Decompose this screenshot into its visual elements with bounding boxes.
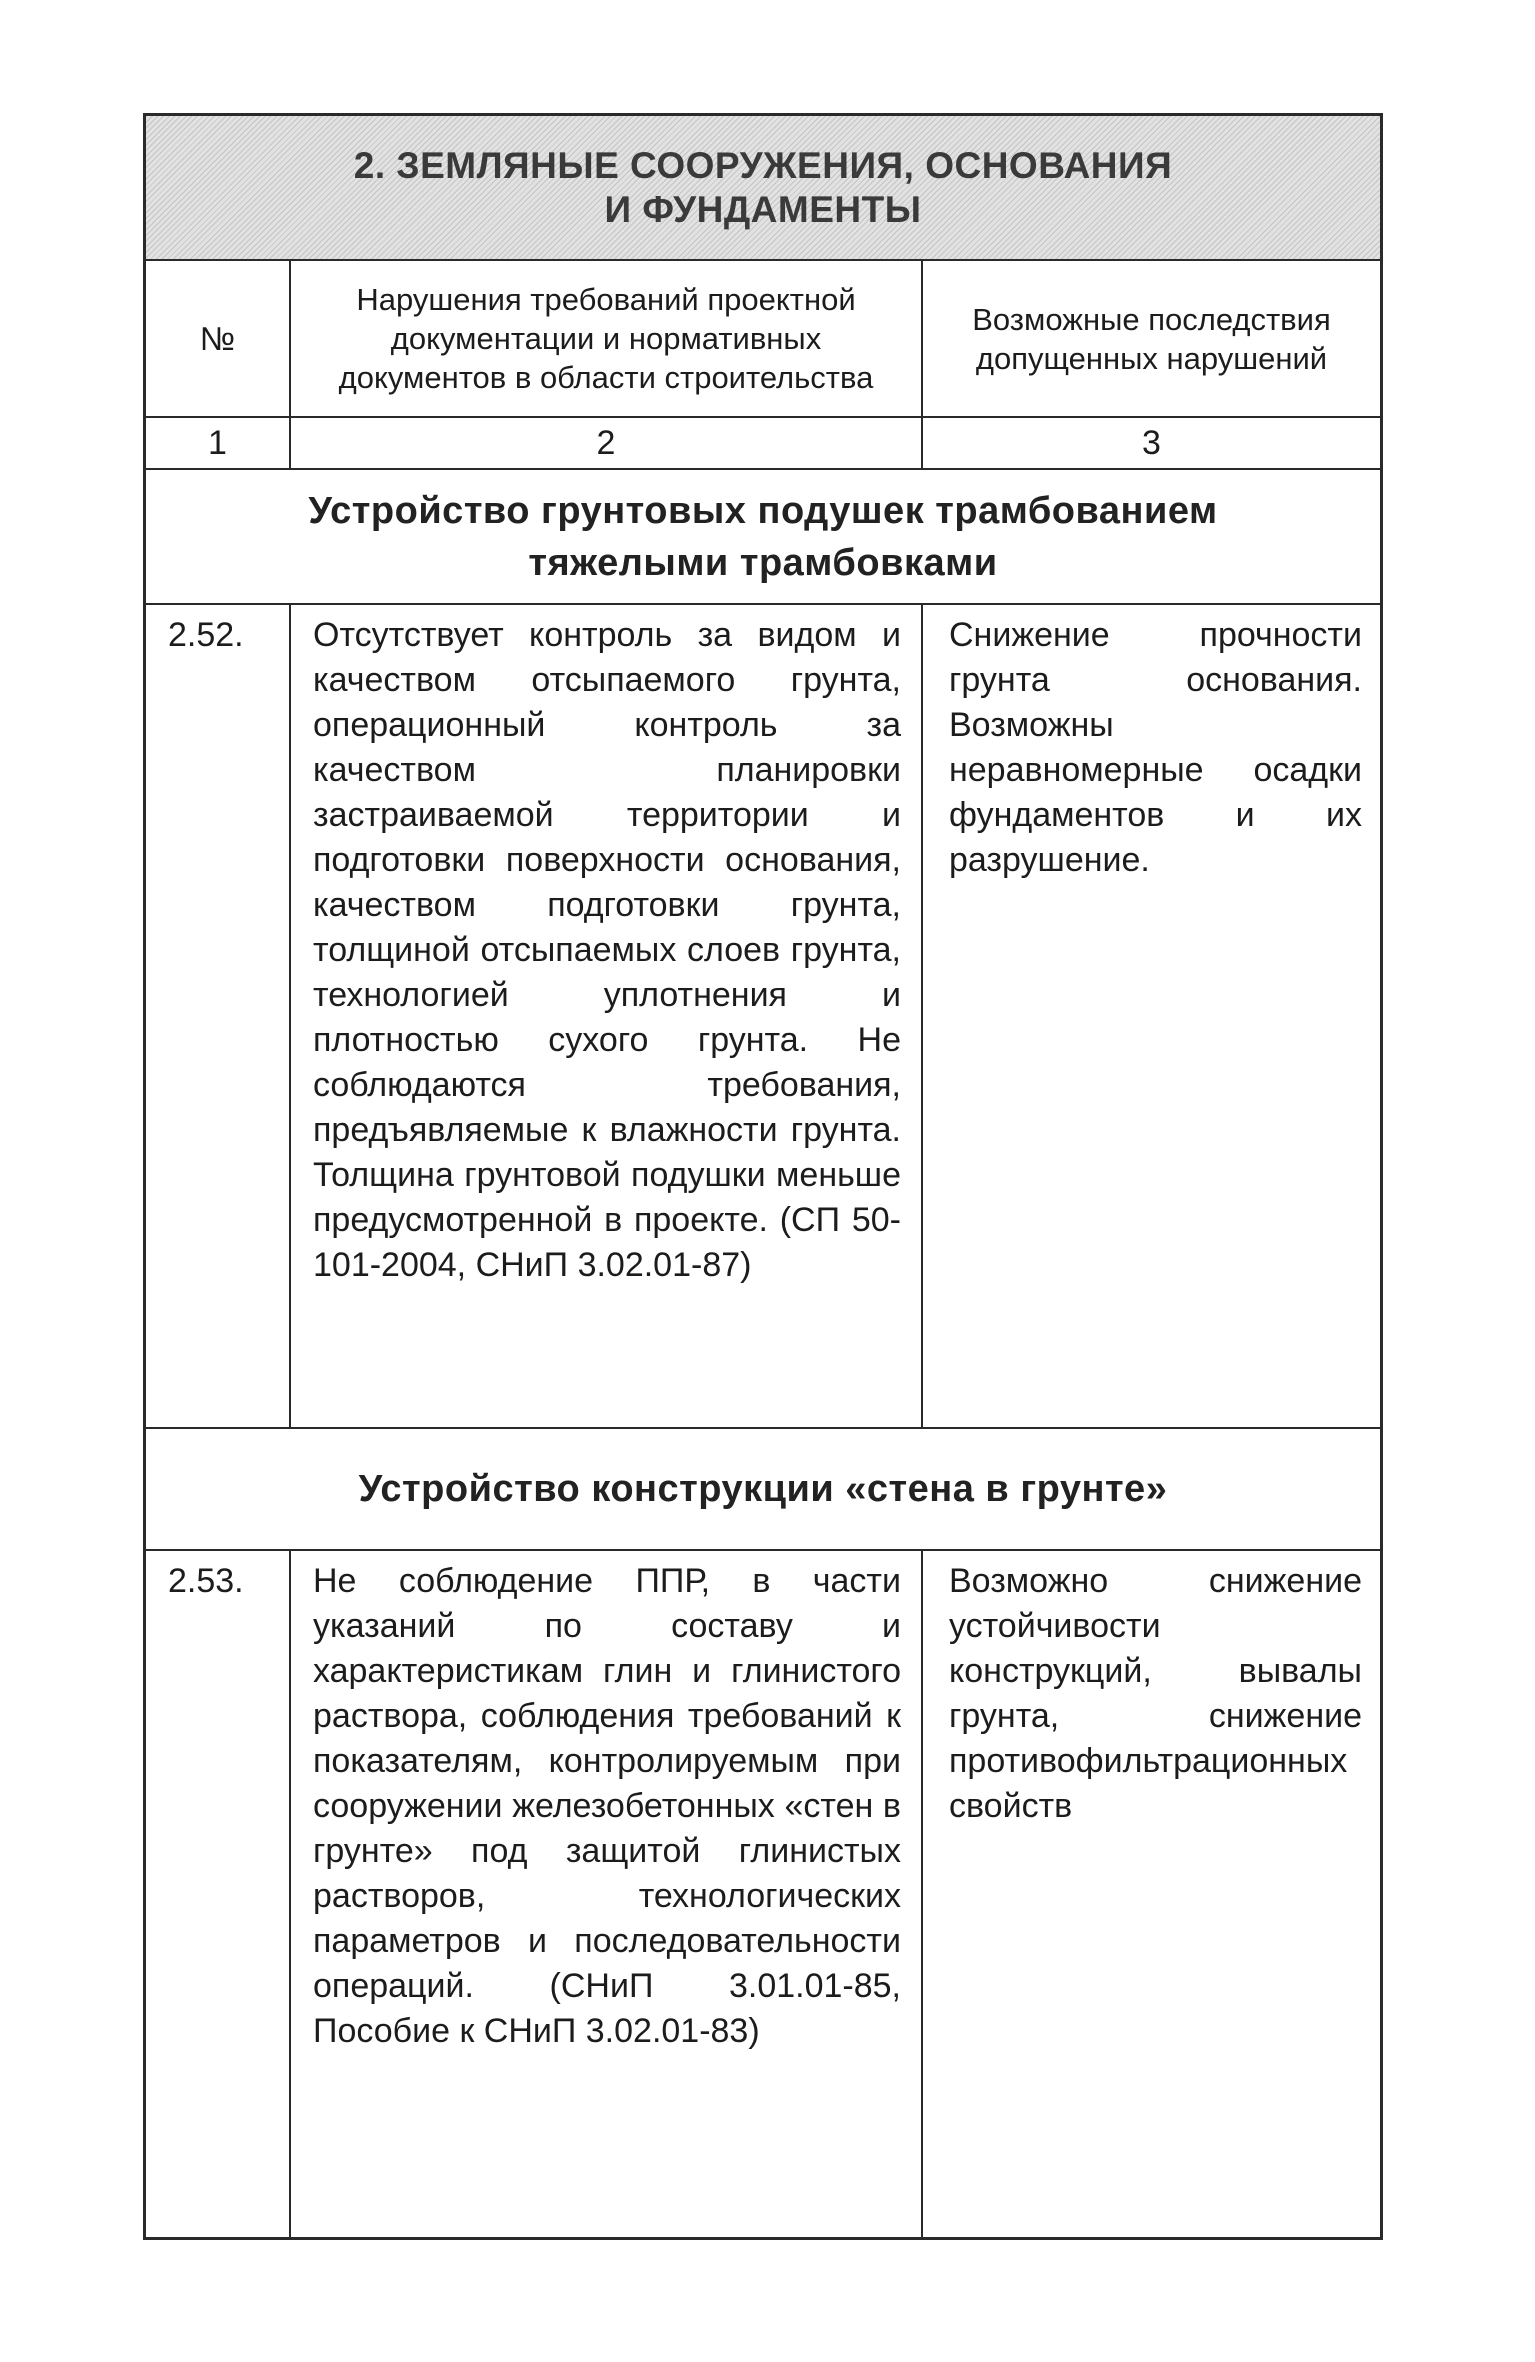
row-number: 2.53.	[146, 1551, 291, 2237]
section-heading-line-1: Устройство грунтовых подушек трамбованием	[308, 489, 1218, 532]
table-title-line-1: 2. ЗЕМЛЯНЫЕ СООРУЖЕНИЯ, ОСНОВАНИЯ	[353, 144, 1173, 186]
header-consequences: Возможные последствия допущенных нарушений	[972, 301, 1331, 376]
section-heading-line-2: тяжелыми трамбовками	[528, 541, 998, 584]
consequence-text	[923, 605, 1380, 1427]
section-heading-line-1: Устройство конструкции «стена в грунте»	[358, 1468, 1168, 1510]
violation-text	[291, 1551, 923, 2237]
column-number-1: 1	[146, 418, 291, 468]
violation-paragraph: Не соблюдение ППР, в части указаний по составу и характеристикам глин и глинистого раствора, соблюдения требований к показателям, контролируемым при сооружении железобетонных «стен в грунте» под защитой глинистых растворов, технологических параметров и последовательности операций. (СНиП 3.01.01-85, Пособие к СНиП 3.02.01-83)	[313, 1562, 901, 2050]
consequence-paragraph: Возможно снижение устойчивости конструкций, вывалы грунта, снижение противофильтрационных свойств	[949, 1562, 1362, 1825]
column-number-2: 2	[291, 418, 923, 468]
table-row	[146, 1551, 1380, 2237]
violation-text	[291, 605, 923, 1427]
violation-paragraph: Отсутствует контроль за видом и качеством отсыпаемого грунта, операционный контроль за качеством планировки застраиваемой территории и подготовки поверхности основания, качеством подготовки грунта, толщиной отсыпаемых слоев грунта, технологией уплотнения и плотностью сухого грунта. Не соблюдаются требования, предъявляемые к влажности грунта. Толщина грунтовой подушки меньше предусмотренной в проекте. (СП 50-101-2004, СНиП 3.02.01-87)	[313, 616, 901, 1284]
column-number-row	[146, 418, 1380, 470]
table-title-line-2: И ФУНДАМЕНТЫ	[604, 188, 922, 230]
consequence-paragraph: Снижение прочности грунта основания. Возможны неравномерные осадки фундаментов и их разрушение.	[949, 616, 1362, 879]
table-title-band	[146, 116, 1380, 261]
regulations-table	[143, 113, 1383, 2240]
table-title	[354, 144, 1172, 232]
column-number-3: 3	[1142, 423, 1161, 462]
consequence-text	[923, 1551, 1380, 2237]
table-row	[146, 605, 1380, 1427]
header-violations: Нарушения требований проектной документации и нормативных документов в области строительства	[291, 261, 923, 416]
section-heading	[146, 470, 1380, 605]
section-heading	[146, 1427, 1380, 1551]
row-number: 2.52.	[146, 605, 291, 1427]
header-number: №	[146, 261, 291, 416]
header-row	[146, 261, 1380, 418]
